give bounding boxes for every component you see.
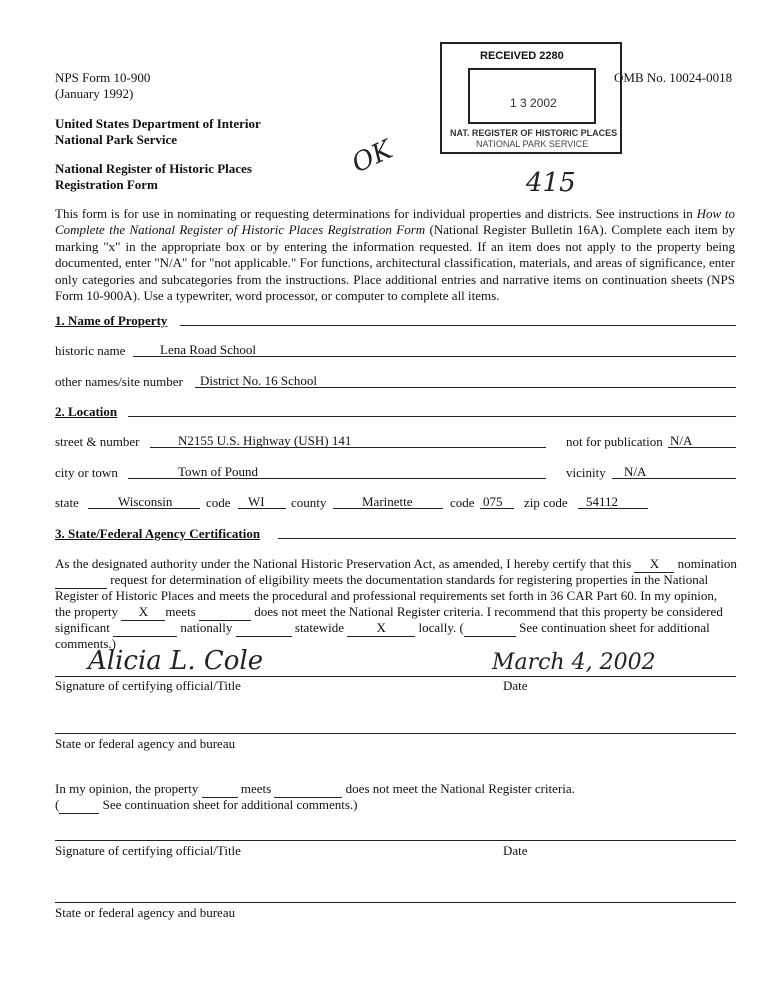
ok-annotation: OK bbox=[347, 134, 398, 180]
cert-text: request for determination of eligibility meets the documentation standards for registering properties in the National bbox=[110, 572, 709, 587]
received-stamp bbox=[440, 42, 622, 154]
county-value[interactable]: Marinette bbox=[362, 494, 413, 509]
cert-line5 bbox=[55, 620, 710, 637]
stamp-line2: NATIONAL PARK SERVICE bbox=[476, 139, 589, 149]
signature-label-2: Signature of certifying official/Title bbox=[55, 843, 241, 858]
historic-name-value[interactable]: Lena Road School bbox=[160, 342, 257, 357]
nfp-label: not for publication bbox=[566, 434, 663, 449]
opinion-not-meet-mark[interactable] bbox=[274, 781, 342, 798]
state-label: state bbox=[55, 495, 79, 510]
signature-line bbox=[55, 676, 736, 677]
cert-text: significant bbox=[55, 620, 110, 635]
street-value[interactable]: N2155 U.S. Highway (USH) 141 bbox=[178, 433, 352, 448]
opinion-text: does not meet the National Register criteria. bbox=[345, 781, 575, 796]
section1-heading: 1. Name of Property bbox=[55, 313, 168, 328]
continuation-mark[interactable] bbox=[464, 620, 516, 637]
stamp-date: 1 3 2002 bbox=[510, 96, 557, 110]
agency-line-2 bbox=[55, 902, 736, 903]
agency-line2: National Park Service bbox=[55, 132, 178, 147]
cert-text: See continuation sheet for additional bbox=[519, 620, 710, 635]
other-names-label: other names/site number bbox=[55, 374, 183, 389]
historic-name-label: historic name bbox=[55, 343, 126, 358]
cert-text: nationally bbox=[180, 620, 233, 635]
agency-label: State or federal agency and bureau bbox=[55, 736, 236, 751]
section2-heading: 2. Location bbox=[55, 404, 118, 419]
county-code-value[interactable]: 075 bbox=[483, 494, 503, 509]
signature-line-2 bbox=[55, 840, 736, 841]
date-label-2: Date bbox=[503, 843, 528, 858]
agency-label-2: State or federal agency and bureau bbox=[55, 905, 236, 920]
cert-line1 bbox=[55, 556, 737, 573]
city-value[interactable]: Town of Pound bbox=[178, 464, 258, 479]
form-number: NPS Form 10-900 bbox=[55, 70, 151, 85]
section3-heading: 3. State/Federal Agency Certification bbox=[55, 526, 261, 541]
nationally-mark[interactable] bbox=[113, 620, 177, 637]
opinion-text: meets bbox=[240, 781, 272, 796]
state-code-value[interactable]: WI bbox=[248, 494, 265, 509]
opinion-line1 bbox=[55, 781, 575, 798]
cert-text: As the designated authority under the National Historic Preservation Act, as amended, I hereby certify that this bbox=[55, 556, 632, 571]
agency-line1: United States Department of Interior bbox=[55, 116, 261, 131]
zip-label: zip code bbox=[524, 495, 568, 510]
agency-line bbox=[55, 733, 736, 734]
nfp-value[interactable]: N/A bbox=[670, 433, 693, 448]
vicinity-label: vicinity bbox=[566, 465, 606, 480]
opinion-text: In my opinion, the property bbox=[55, 781, 199, 796]
opinion-line2: ( See continuation sheet for additional comments.) bbox=[55, 797, 358, 812]
county-code-label: code bbox=[450, 495, 475, 510]
stamp-line1: NAT. REGISTER OF HISTORIC PLACES bbox=[450, 128, 618, 138]
request-mark[interactable] bbox=[55, 572, 107, 589]
cert-line3: Register of Historic Places and meets the procedural and professional requirements set forth in 36 CAR Part 60. In my opinion, bbox=[55, 588, 718, 603]
date-label: Date bbox=[503, 678, 528, 693]
stamp-date-box bbox=[468, 68, 596, 124]
nomination-mark[interactable]: X bbox=[634, 556, 674, 573]
divider bbox=[180, 325, 736, 326]
cert-text: nomination bbox=[677, 556, 737, 571]
county-label: county bbox=[291, 495, 327, 510]
cert-text: locally. ( bbox=[418, 620, 464, 635]
cert-text: statewide bbox=[294, 620, 344, 635]
number-annotation: 415 bbox=[526, 168, 576, 198]
cert-text: does not meet the National Register criteria. I recommend that this property be considered bbox=[254, 604, 723, 619]
form-date: (January 1992) bbox=[55, 86, 134, 101]
street-label: street & number bbox=[55, 434, 140, 449]
statewide-mark[interactable] bbox=[236, 620, 292, 637]
not-meet-mark[interactable] bbox=[199, 604, 251, 621]
cert-line2 bbox=[55, 572, 708, 589]
opinion-continuation-mark[interactable] bbox=[59, 797, 99, 814]
locally-mark[interactable]: X bbox=[347, 620, 415, 637]
state-code-label: code bbox=[206, 495, 231, 510]
form-title-line2: Registration Form bbox=[55, 177, 158, 192]
signature-handwritten: Alicia L. Cole bbox=[88, 646, 264, 676]
signature-label: Signature of certifying official/Title bbox=[55, 678, 241, 693]
intro-paragraph bbox=[55, 206, 735, 304]
opinion-meets-mark[interactable] bbox=[202, 781, 238, 798]
form-title-line1: National Register of Historic Places bbox=[55, 161, 252, 176]
divider bbox=[128, 416, 736, 417]
meets-mark[interactable]: X bbox=[121, 604, 165, 621]
vicinity-value[interactable]: N/A bbox=[624, 464, 647, 479]
cert-line4 bbox=[55, 604, 723, 621]
cert-line6: comments.) bbox=[55, 636, 117, 651]
opinion-text: See continuation sheet for additional comments.) bbox=[102, 797, 358, 812]
state-value[interactable]: Wisconsin bbox=[118, 494, 173, 509]
divider bbox=[278, 538, 736, 539]
zip-value[interactable]: 54112 bbox=[586, 494, 619, 509]
cert-text: the property bbox=[55, 604, 119, 619]
date-handwritten: March 4, 2002 bbox=[492, 650, 656, 675]
omb-number: OMB No. 10024-0018 bbox=[614, 70, 733, 85]
intro-text-2: (National Register Bulletin 16A). Complete each item by marking "x" in the appropriate box or by entering the information requested. If an item does not apply to the property being documented, enter "N/A" for "not applicable." For functions, architectural classification, materials, and areas of significance, enter only categories and subcategories from the instructions. Place additional entries and narrative items on continuation sheets (NPS Form 10-900A). Use a typewriter, word processor, or computer to complete all items. bbox=[55, 222, 735, 304]
stamp-received: RECEIVED 2280 bbox=[480, 50, 564, 62]
intro-text-italic: How to Complete the National Register of Historic Places Registration Form bbox=[55, 206, 736, 238]
intro-text-1: This form is for use in nominating or requesting determinations for individual properties and districts. See instructions in bbox=[55, 206, 697, 221]
cert-text: meets bbox=[165, 604, 196, 619]
city-label: city or town bbox=[55, 465, 118, 480]
other-names-value[interactable]: District No. 16 School bbox=[200, 373, 317, 388]
